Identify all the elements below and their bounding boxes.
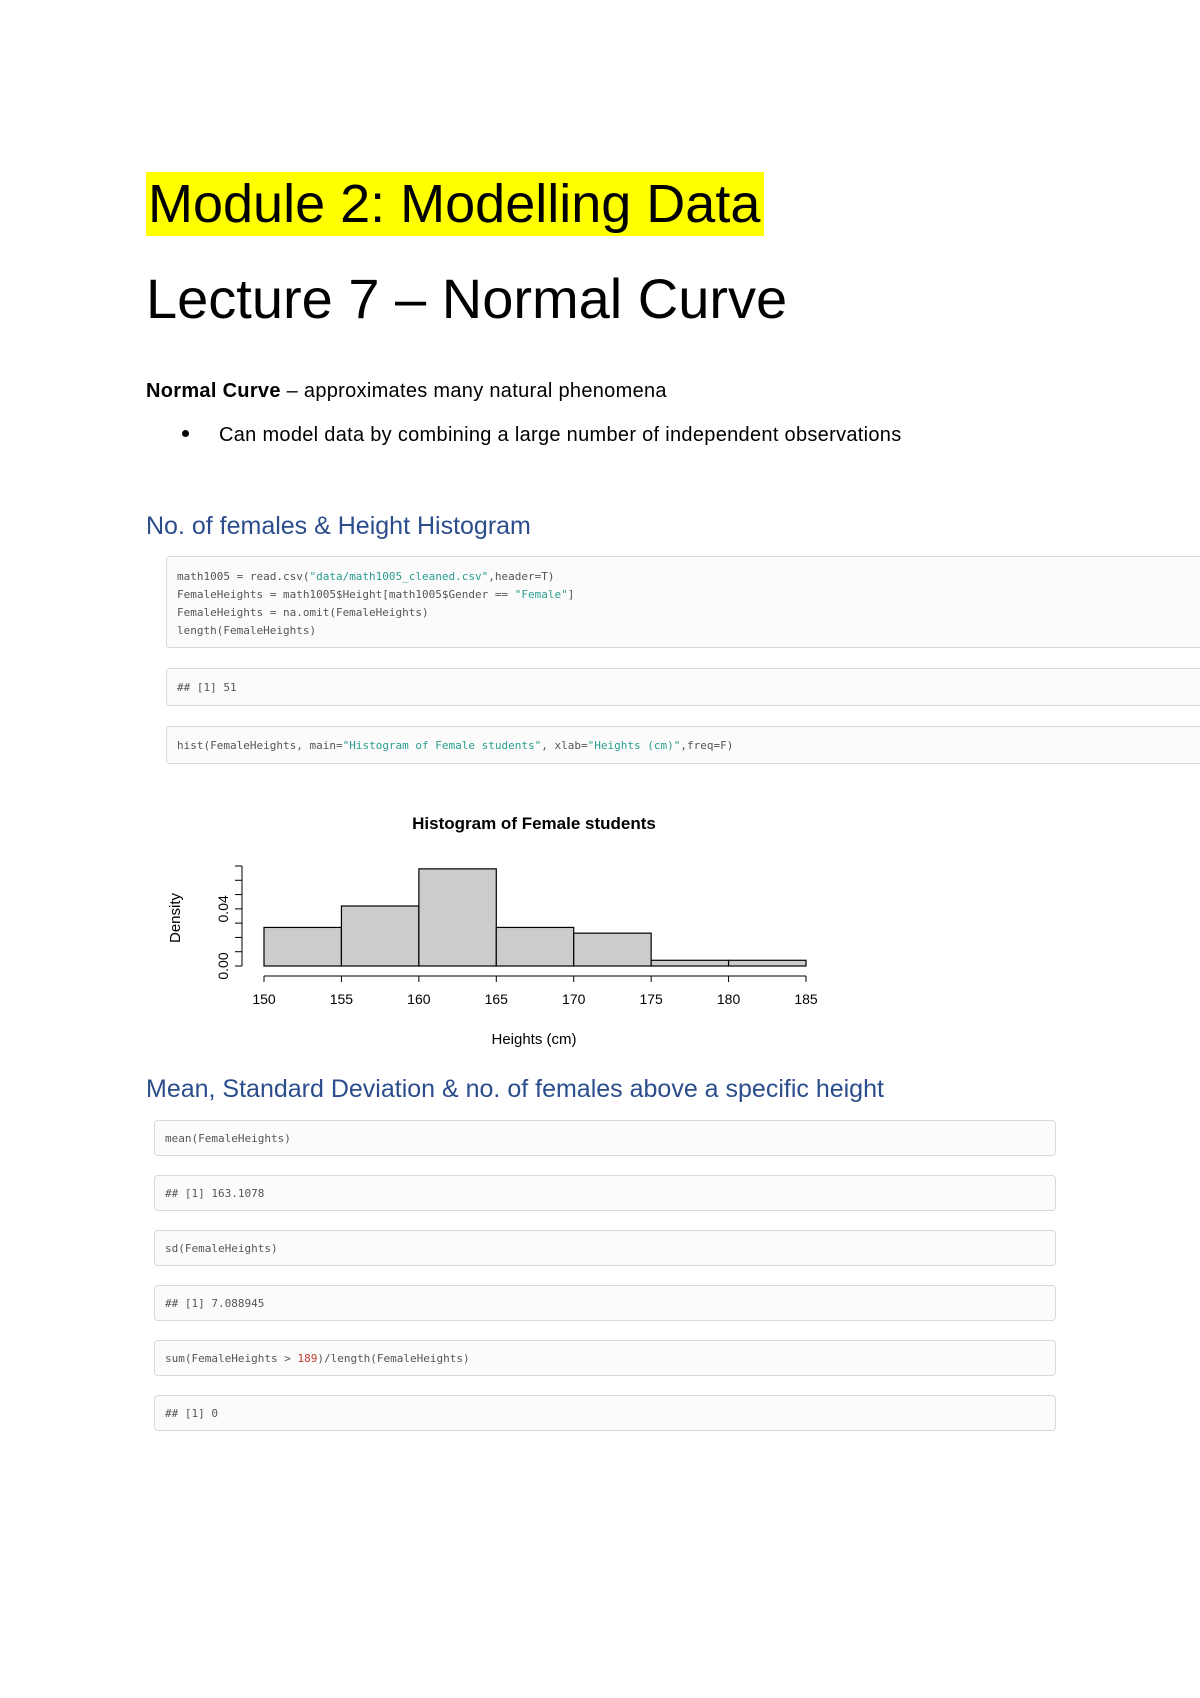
output-block-length bbox=[166, 668, 1200, 706]
section-heading-statistics: Mean, Standard Deviation & no. of females above a specific height bbox=[146, 1075, 884, 1103]
bullet-dot-icon bbox=[182, 430, 189, 437]
y-tick-label: 0.04 bbox=[215, 895, 231, 923]
output-line: ## [1] 163.1078 bbox=[165, 1187, 265, 1200]
x-tick-label: 160 bbox=[407, 991, 431, 1007]
histogram-bar bbox=[419, 869, 496, 966]
code-line: sum(FemaleHeights > 189)/length(FemaleHeights) bbox=[165, 1352, 470, 1365]
histogram-bar bbox=[651, 960, 728, 966]
x-tick-label: 180 bbox=[716, 991, 741, 1007]
code-block-read-data bbox=[166, 556, 1200, 648]
x-tick-label: 155 bbox=[329, 991, 354, 1007]
histogram-bar bbox=[341, 906, 418, 966]
output-block-mean bbox=[154, 1175, 1056, 1211]
intro-definition: – approximates many natural phenomena bbox=[280, 380, 667, 402]
x-axis-label: Heights (cm) bbox=[491, 1031, 577, 1048]
output-block-proportion bbox=[154, 1395, 1056, 1431]
code-line: hist(FemaleHeights, main="Histogram of Female students", xlab="Heights (cm)",freq=F) bbox=[177, 739, 734, 752]
code-block-hist bbox=[166, 726, 1200, 764]
histogram-bar bbox=[729, 960, 806, 966]
code-block-sd bbox=[154, 1230, 1056, 1266]
code-line: FemaleHeights = na.omit(FemaleHeights) bbox=[177, 606, 429, 619]
x-tick-label: 185 bbox=[794, 991, 818, 1007]
bullet-text: Can model data by combining a large number of independent observations bbox=[219, 424, 902, 446]
x-tick-label: 175 bbox=[639, 991, 663, 1007]
code-line: length(FemaleHeights) bbox=[177, 624, 317, 637]
code-line: sd(FemaleHeights) bbox=[165, 1242, 278, 1255]
y-axis-label: Density bbox=[167, 892, 184, 944]
x-tick-label: 170 bbox=[562, 991, 586, 1007]
histogram-bar bbox=[496, 927, 573, 966]
code-line: mean(FemaleHeights) bbox=[165, 1132, 291, 1145]
y-tick-label: 0.00 bbox=[215, 952, 231, 980]
x-tick-label: 150 bbox=[252, 991, 276, 1007]
histogram-bar bbox=[264, 927, 341, 966]
chart-title: Histogram of Female students bbox=[412, 814, 656, 833]
output-line: ## [1] 7.088945 bbox=[165, 1297, 265, 1310]
output-line: ## [1] 51 bbox=[177, 681, 237, 694]
lecture-title: Lecture 7 – Normal Curve bbox=[146, 267, 788, 330]
histogram-chart bbox=[150, 800, 830, 1060]
output-block-sd bbox=[154, 1285, 1056, 1321]
histogram-bar bbox=[574, 933, 651, 966]
code-line: math1005 = read.csv("data/math1005_cleaned.csv",header=T) bbox=[177, 570, 555, 583]
x-tick-label: 165 bbox=[484, 991, 508, 1007]
bullet-item bbox=[182, 424, 902, 447]
code-line: FemaleHeights = math1005$Height[math1005$Gender == "Female"] bbox=[177, 588, 575, 601]
module-title: Module 2: Modelling Data bbox=[146, 172, 764, 236]
intro-term: Normal Curve bbox=[146, 380, 281, 402]
code-block-mean bbox=[154, 1120, 1056, 1156]
intro-paragraph bbox=[146, 380, 667, 403]
section-heading-histogram: No. of females & Height Histogram bbox=[146, 512, 531, 540]
output-line: ## [1] 0 bbox=[165, 1407, 218, 1420]
code-block-proportion bbox=[154, 1340, 1056, 1376]
